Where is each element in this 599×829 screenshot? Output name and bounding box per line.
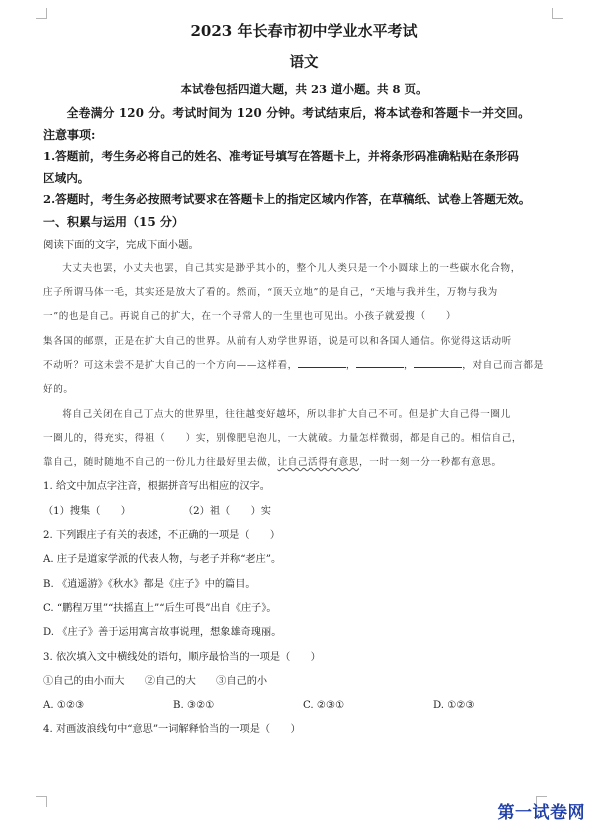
- exam-info: 全卷满分 120 分。考试时间为 120 分钟。考试结束后，将本试卷和答题卡一并交回。: [66, 106, 531, 120]
- question-2-option-d: D. 《庄子》善于运用寓言故事说理，想象雄奇瑰丽。: [43, 627, 282, 639]
- question-3-option-c: C. ②③①: [303, 700, 345, 712]
- site-watermark-logo: 第一试卷网: [497, 803, 585, 823]
- passage-line: 庄子所谓马体一毛，其实还是放大了看的。然而，“顶天立地”的是自己，“天地与我并生，万物与我为: [43, 287, 498, 299]
- passage-text: 不动听？可这未尝不是扩大自己的一个方向——这样看，: [43, 359, 298, 371]
- question-3-option-a: A. ①②③: [43, 700, 85, 712]
- passage-line-wavy: [43, 451, 565, 475]
- question-3: 3. 依次填入文中横线处的语句，顺序最恰当的一项是（ ）: [43, 651, 321, 663]
- passage-text: ，对自己而言都是: [462, 359, 544, 371]
- question-3-options: [43, 694, 565, 718]
- passage-line: 一”的也是自己。再说自己的扩大，在一个寻常人的一生里也可见出。小孩子就爱搜（ ）: [43, 311, 457, 323]
- fill-blank-2: [356, 357, 404, 368]
- note-item-2: 2.答题时，考生务必按照考试要求在答题卡上的指定区域内作答，在草稿纸、试卷上答题无效。: [43, 192, 531, 206]
- fill-blank-1: [298, 357, 346, 368]
- passage-line-with-blanks: 不动听？可这未尝不是扩大自己的一个方向——这样看， ， ， ，对自己而言都是: [43, 354, 565, 378]
- section-instruction: 阅读下面的文字，完成下面小题。: [43, 238, 199, 251]
- exam-summary: 本试卷包括四道大题，共 23 道小题。共 8 页。: [180, 82, 428, 96]
- passage-line: 好的。: [43, 384, 74, 396]
- crop-mark-bottom-left: [36, 796, 47, 807]
- notes-heading: 注意事项:: [43, 128, 96, 142]
- question-4: 4. 对画波浪线句中“意思”一词解释恰当的一项是（ ）: [43, 724, 301, 736]
- passage-line: 大丈夫也罢，小丈夫也罢，自己其实是渺乎其小的，整个儿人类只是一个小圆球上的一些碳水化合物，: [62, 262, 521, 274]
- question-1: 1. 给文中加点字注音，根据拼音写出相应的汉字。: [43, 481, 270, 493]
- question-3-items: ①自己的由小而大 ②自己的大 ③自己的小: [43, 675, 268, 687]
- note-item-1-line-2: 区域内。: [43, 170, 90, 185]
- question-1-options: [43, 500, 565, 524]
- fill-blank-3: [414, 357, 462, 368]
- question-1-part-1: （1）搜集（ ）: [43, 505, 131, 517]
- page-content: [43, 20, 565, 743]
- note-item-1: [43, 146, 565, 189]
- question-2: 2. 下列跟庄子有关的表述，不正确的一项是（ ）: [43, 530, 281, 542]
- exam-title: 2023 年长春市初中学业水平考试: [190, 22, 418, 40]
- crop-mark-top-left: [36, 8, 47, 19]
- section-heading: 一、积累与运用（15 分）: [43, 214, 184, 229]
- question-2-option-b: B. 《逍遥游》《秋水》都是《庄子》中的篇目。: [43, 578, 256, 590]
- question-3-option-d: D. ①②③: [433, 700, 475, 712]
- reading-passage: [43, 257, 565, 476]
- question-2-option-a: A. 庄子是道家学派的代表人物，与老子并称“老庄”。: [43, 554, 282, 566]
- wavy-underlined-sentence: 让自己活得有意思: [277, 457, 360, 469]
- question-3-option-b: B. ③②①: [173, 700, 215, 712]
- crop-mark-top-right: [552, 8, 563, 19]
- passage-line: 一圈儿的，得充实，得祖（ ）实，别像肥皂泡儿，一大就破。力量怎样微弱，都是自己的。相信自己，: [43, 432, 523, 444]
- note-item-1-line-1: 1.答题前，考生务必将自己的姓名、准考证号填写在答题卡上，并将条形码准确粘贴在条形码: [43, 149, 519, 163]
- question-2-option-c: C. “鹏程万里”“扶摇直上”“后生可畏”出自《庄子》。: [43, 602, 277, 614]
- exam-subject: 语文: [289, 54, 319, 71]
- passage-text: ，一时一刻一分一秒都有意思。: [359, 457, 502, 469]
- passage-line: 集各国的邮票，正是在扩大自己的世界。从前有人劝学世界语，说是可以和各国人通信。你觉得这话动听: [43, 335, 512, 347]
- passage-text: 靠自己，随时随地不自己的一份儿力往最好里去做，: [43, 457, 278, 469]
- question-1-part-2: （2）祖（ ）实: [183, 505, 271, 517]
- passage-line: 将自己关闭在自己丁点大的世界里，往往越变好越坏，所以非扩大自己不可。但是扩大自己得一圈儿: [62, 408, 511, 420]
